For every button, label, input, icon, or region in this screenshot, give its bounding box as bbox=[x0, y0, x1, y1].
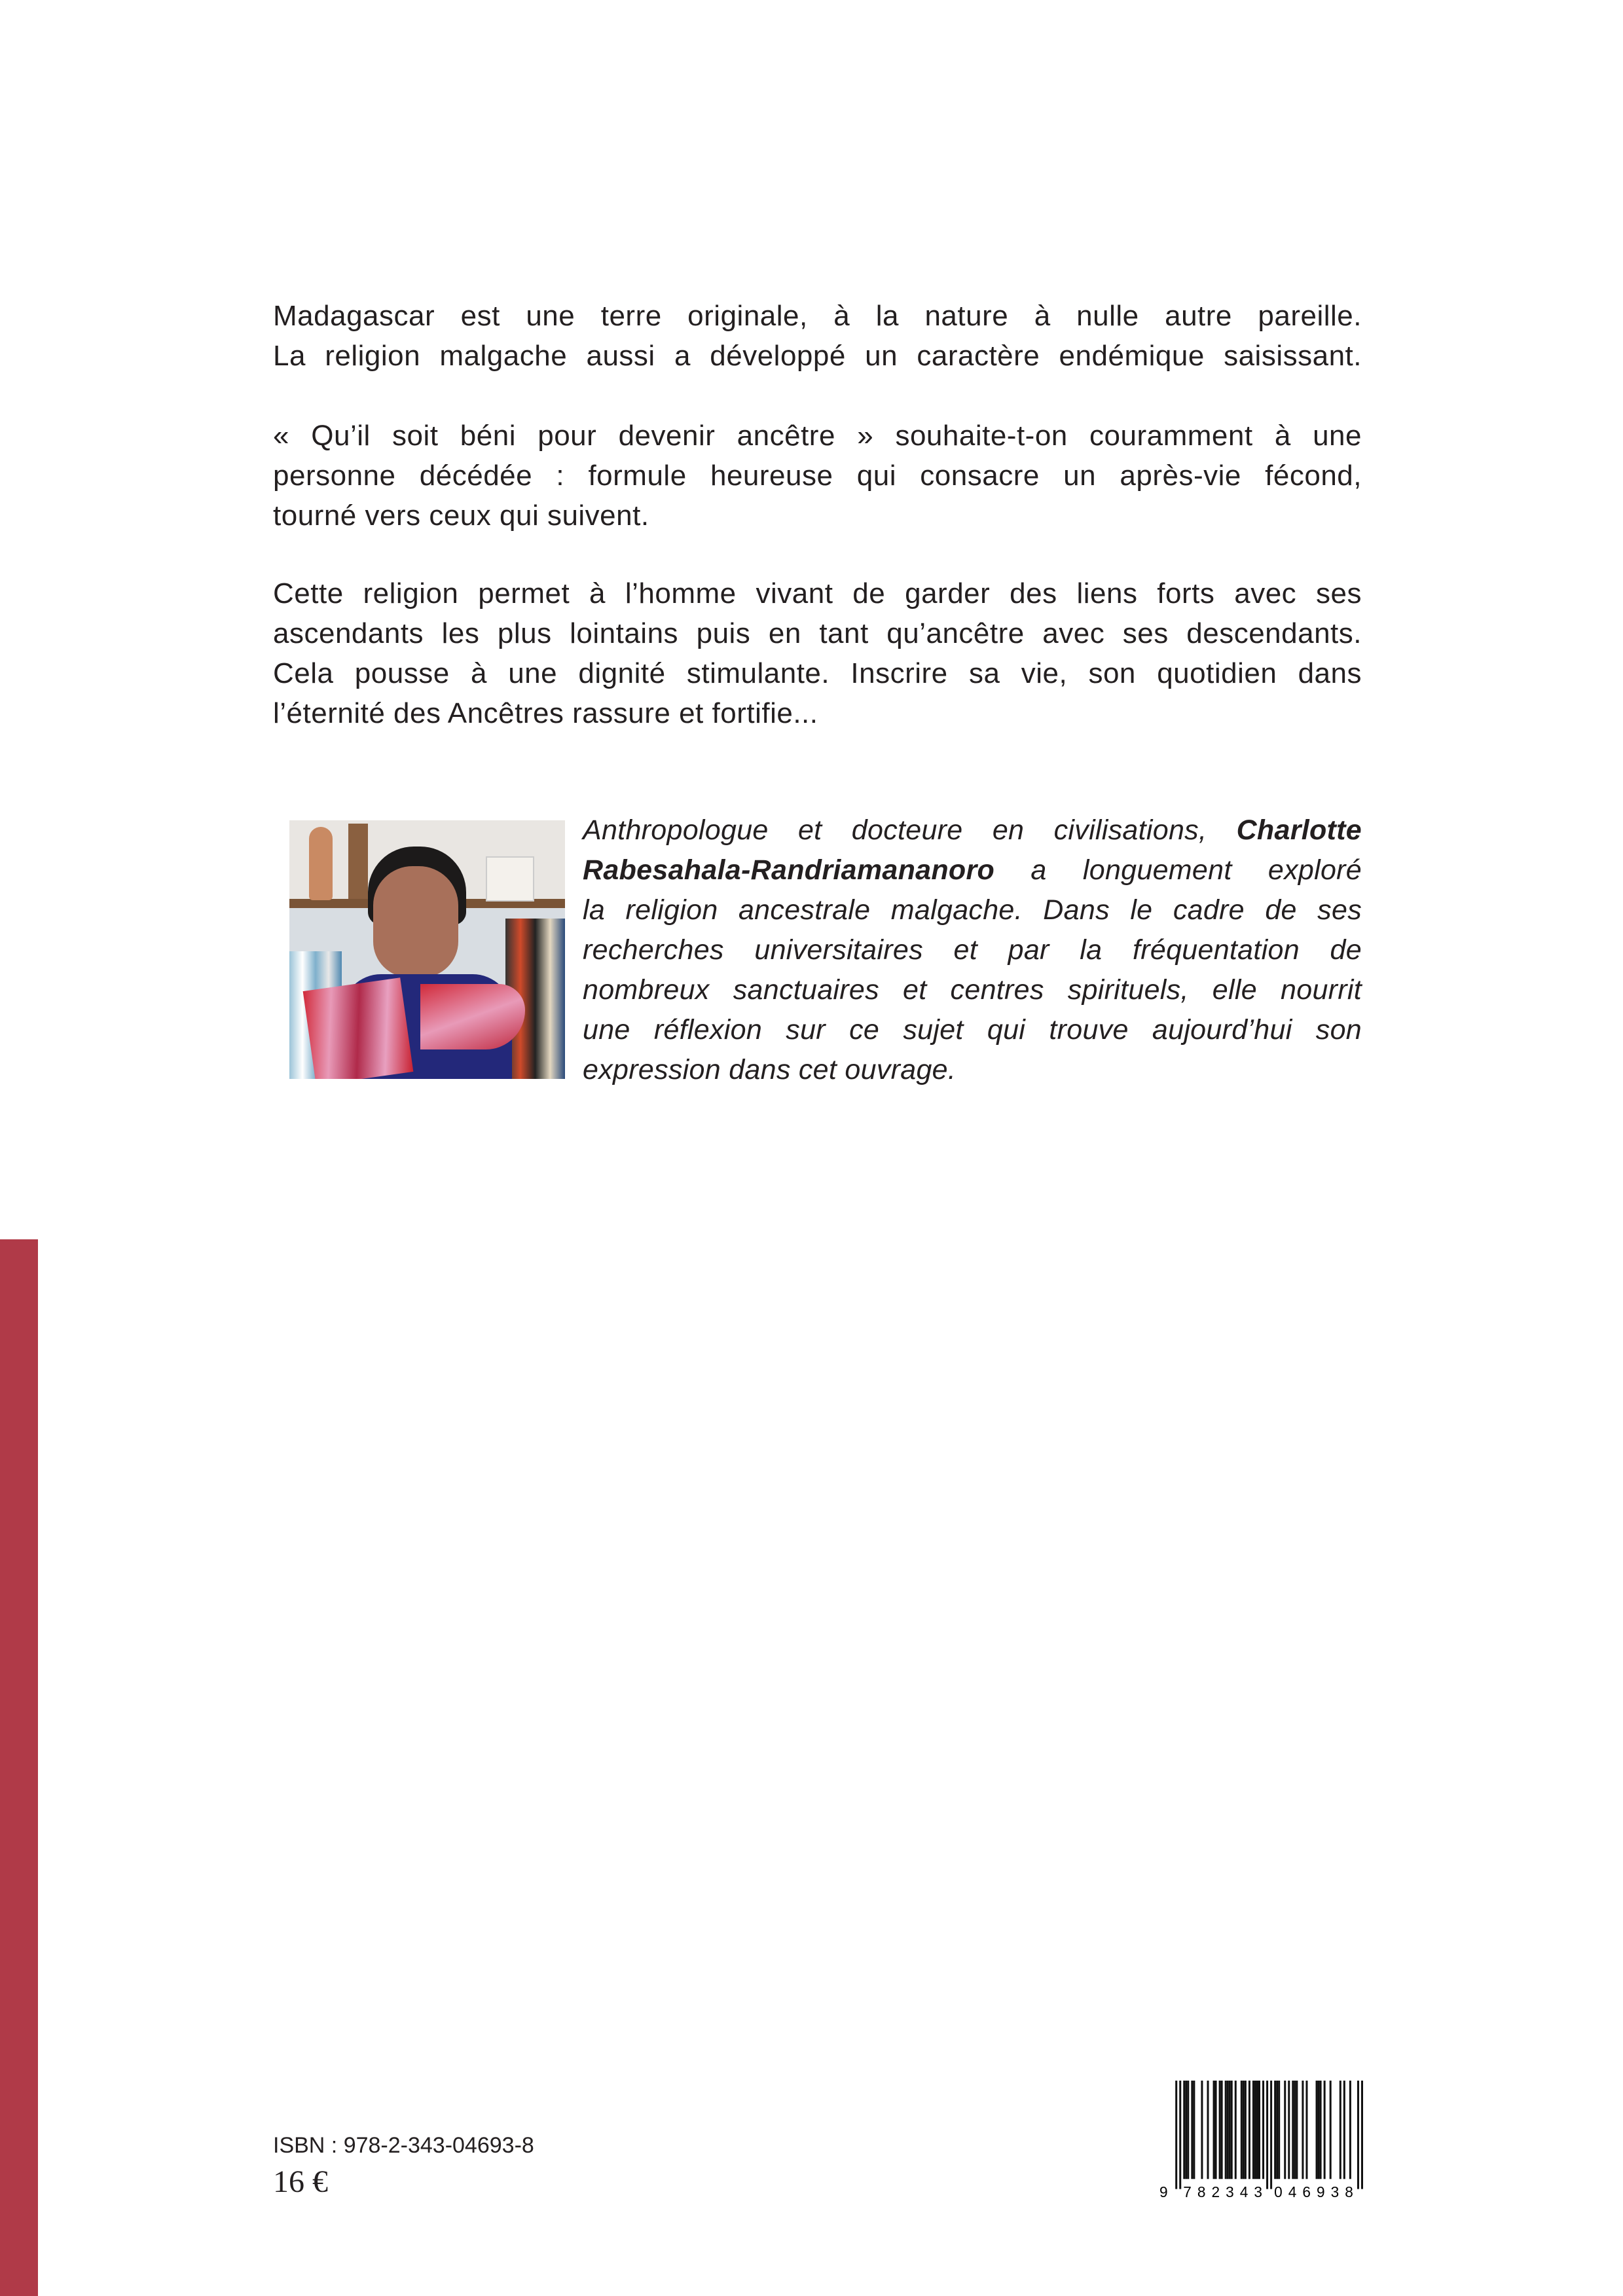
barcode-bar bbox=[1256, 2081, 1258, 2179]
barcode-bar bbox=[1225, 2081, 1227, 2179]
barcode-right-digits: 046938 bbox=[1274, 2183, 1353, 2200]
barcode-bar bbox=[1215, 2081, 1217, 2179]
author-photo bbox=[289, 820, 565, 1079]
bio-text: Anthropologue et docteure en civilisations, bbox=[583, 814, 1207, 846]
barcode-bar bbox=[1320, 2081, 1322, 2179]
barcode-bar bbox=[1330, 2081, 1332, 2179]
summary-paragraph-1 bbox=[273, 296, 1362, 376]
barcode-bar bbox=[1175, 2081, 1177, 2189]
text-line: Cela pousse à une dignité stimulante. Inscrire sa vie, son quotidien dans bbox=[273, 657, 1362, 689]
barcode-bar bbox=[1249, 2081, 1250, 2179]
barcode-bar bbox=[1276, 2081, 1278, 2179]
text-line: La religion malgache aussi a développé un caractère endémique saisissant. bbox=[273, 340, 1362, 372]
text-line: Cette religion permet à l’homme vivant de garder des liens forts avec ses bbox=[273, 577, 1362, 610]
barcode-bar bbox=[1266, 2081, 1268, 2189]
barcode-bar bbox=[1231, 2081, 1233, 2179]
text-line: Madagascar est une terre originale, à la nature à nulle autre pareille. bbox=[273, 300, 1362, 332]
author-first-name: Charlotte bbox=[1236, 814, 1362, 846]
barcode-bar bbox=[1254, 2081, 1256, 2179]
barcode-bar bbox=[1296, 2081, 1298, 2179]
text-line: ascendants les plus lointains puis en tant qu’ancêtre avec ses descendants. bbox=[273, 617, 1362, 649]
barcode-bar bbox=[1179, 2081, 1181, 2189]
barcode-left-digits: 782343 bbox=[1183, 2183, 1263, 2200]
bio-line: une réflexion sur ce sujet qui trouve aujourd’hui son bbox=[583, 1014, 1362, 1046]
barcode-bar bbox=[1349, 2081, 1351, 2179]
barcode-bar bbox=[1357, 2081, 1359, 2189]
barcode-bar bbox=[1229, 2081, 1231, 2179]
barcode-bar bbox=[1302, 2081, 1304, 2179]
barcode-bar bbox=[1213, 2081, 1215, 2179]
isbn-barcode bbox=[1158, 2081, 1363, 2201]
isbn-text: ISBN : 978-2-343-04693-8 bbox=[273, 2133, 534, 2158]
text-line: personne décédée : formule heureuse qui consacre un après-vie fécond, bbox=[273, 460, 1362, 492]
bio-line: recherches universitaires et par la fréquentation de bbox=[583, 934, 1362, 966]
barcode-bar bbox=[1284, 2081, 1286, 2179]
summary-paragraph-3 bbox=[273, 574, 1362, 733]
barcode-bar bbox=[1292, 2081, 1294, 2179]
barcode-bar bbox=[1193, 2081, 1195, 2179]
barcode-bar bbox=[1241, 2081, 1243, 2179]
barcode-bar bbox=[1318, 2081, 1320, 2179]
barcode-first-digit: 9 bbox=[1159, 2183, 1168, 2200]
text-line: « Qu’il soit béni pour devenir ancêtre » souhaite-t-on couramment à une bbox=[273, 420, 1362, 452]
bio-line: expression dans cet ouvrage. bbox=[583, 1054, 957, 1085]
barcode-bar bbox=[1324, 2081, 1326, 2179]
barcode-bar bbox=[1219, 2081, 1221, 2179]
spine-color-band bbox=[0, 1239, 38, 2296]
barcode-bar bbox=[1278, 2081, 1280, 2179]
barcode-bar bbox=[1305, 2081, 1307, 2179]
barcode-bar bbox=[1207, 2081, 1209, 2179]
barcode-bars bbox=[1175, 2081, 1363, 2189]
barcode-bar bbox=[1361, 2081, 1363, 2189]
barcode-bar bbox=[1235, 2081, 1237, 2179]
barcode-bar bbox=[1288, 2081, 1290, 2179]
bio-line: la religion ancestrale malgache. Dans le cadre de ses bbox=[583, 894, 1362, 926]
summary-paragraph-2 bbox=[273, 416, 1362, 536]
barcode-bar bbox=[1270, 2081, 1272, 2189]
barcode-bar bbox=[1262, 2081, 1264, 2179]
barcode-bar bbox=[1187, 2081, 1189, 2179]
author-last-name: Rabesahala-Randriamananoro bbox=[583, 854, 995, 886]
barcode-bar bbox=[1316, 2081, 1318, 2179]
author-bio bbox=[583, 811, 1362, 1090]
barcode-bar bbox=[1340, 2081, 1341, 2179]
barcode-bar bbox=[1191, 2081, 1193, 2179]
barcode-bar bbox=[1245, 2081, 1247, 2179]
text-line: l’éternité des Ancêtres rassure et fortifie... bbox=[273, 697, 818, 729]
bio-text: a longuement exploré bbox=[1030, 854, 1362, 886]
barcode-bar bbox=[1343, 2081, 1345, 2179]
barcode-bar bbox=[1183, 2081, 1185, 2179]
barcode-bar bbox=[1227, 2081, 1229, 2179]
price-text: 16 € bbox=[273, 2164, 328, 2199]
barcode-bar bbox=[1294, 2081, 1296, 2179]
barcode-bar bbox=[1252, 2081, 1254, 2179]
barcode-bar bbox=[1221, 2081, 1223, 2179]
barcode-bar bbox=[1201, 2081, 1203, 2179]
text-line: tourné vers ceux qui suivent. bbox=[273, 500, 649, 532]
barcode-bar bbox=[1185, 2081, 1187, 2179]
barcode-bar bbox=[1243, 2081, 1245, 2179]
barcode-bar bbox=[1274, 2081, 1276, 2179]
barcode-bar bbox=[1258, 2081, 1260, 2179]
bio-line: nombreux sanctuaires et centres spirituels, elle nourrit bbox=[583, 974, 1362, 1006]
